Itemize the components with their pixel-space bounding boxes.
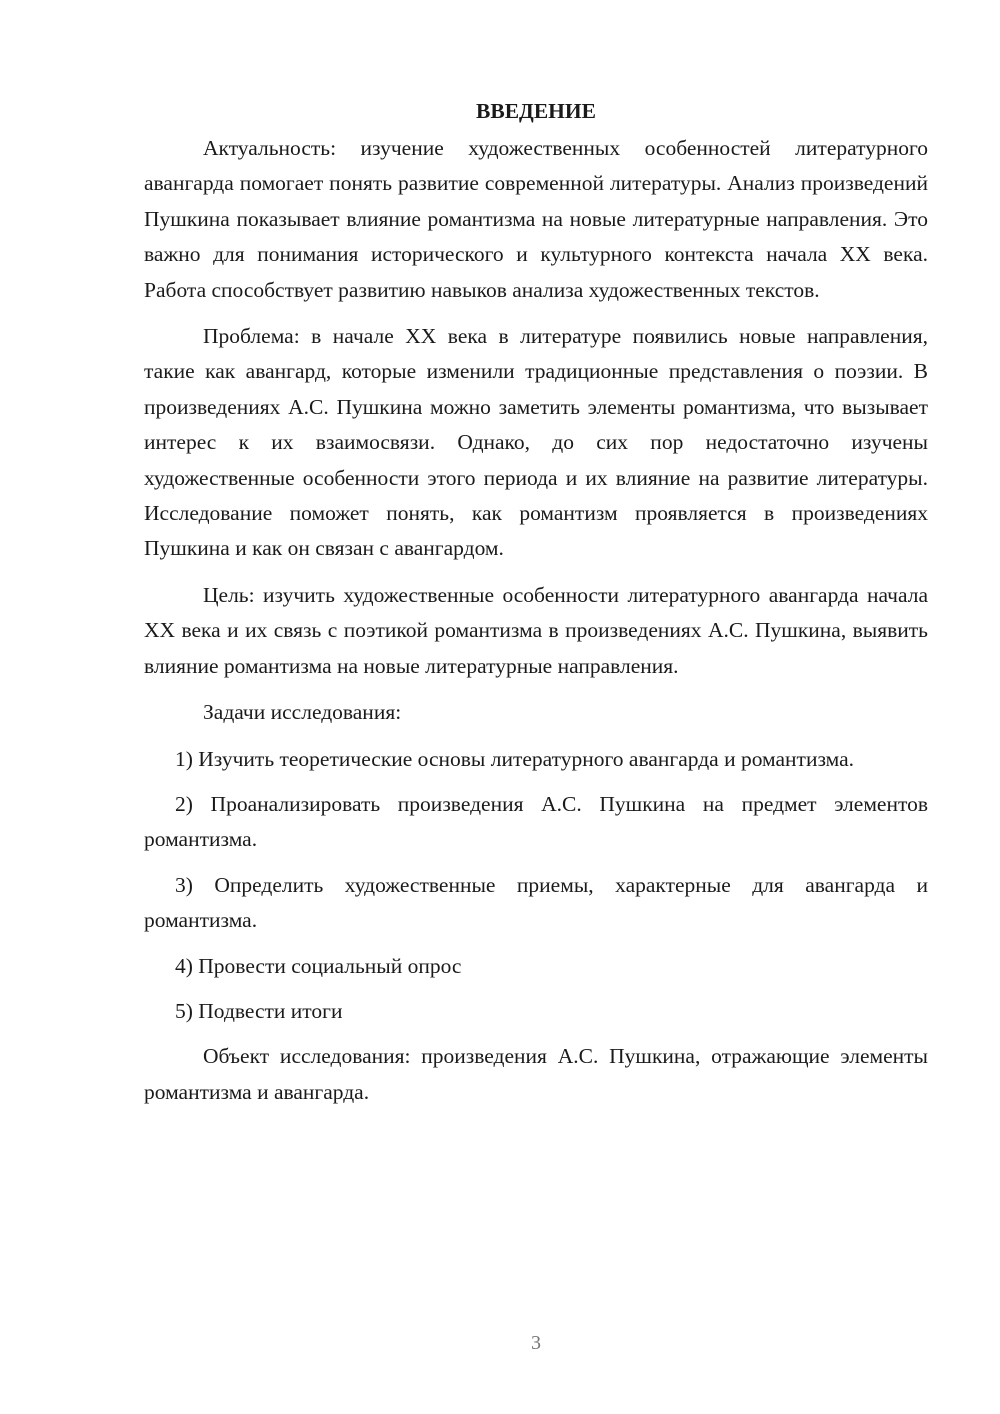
object-paragraph: Объект исследования: произведения А.С. Пушкина, отражающие элементы романтизма и авангарда. [144,1044,928,1104]
task-item: 5) Подвести итоги [175,998,343,1023]
task-item: 3) Определить художественные приемы, характерные для авангарда и романтизма. [144,872,928,933]
page-number: 3 [531,1332,541,1354]
relevance-paragraph: Актуальность: изучение художественных особенностей литературного авангарда помогает понять развитие современной литературы. Анализ произведений Пушкина показывает влияние романтизма на новые литературные направления. Это важно для понимания исторического и культурного контекста начала XX века. Работа способствует развитию навыков анализа художественных текстов. [144,136,928,302]
document-page [144,96,928,1121]
problem-paragraph: Проблема: в начале XX века в литературе появились новые направления, такие как авангард, которые изменили традиционные представления о поэзии. В произведениях А.С. Пушкина можно заметить элементы романтизма, что вызывает интерес к их взаимосвязи. Однако, до сих пор недостаточно изучены художественные особенности этого периода и их влияние на развитие литературы. Исследование поможет понять, как романтизм проявляется в произведениях Пушкина и как он связан с авангардом. [144,324,928,561]
section-heading: ВВЕДЕНИЕ [476,99,596,123]
task-item: 1) Изучить теоретические основы литературного авангарда и романтизма. [175,746,855,771]
goal-paragraph: Цель: изучить художественные особенности литературного авангарда начала XX века и их связь с поэтикой романтизма в произведениях А.С. Пушкина, выявить влияние романтизма на новые литературные направления. [144,582,928,678]
task-item: 2) Проанализировать произведения А.С. Пушкина на предмет элементов романтизма. [144,791,928,852]
task-item: 4) Провести социальный опрос [175,953,462,978]
tasks-heading: Задачи исследования: [203,700,402,725]
